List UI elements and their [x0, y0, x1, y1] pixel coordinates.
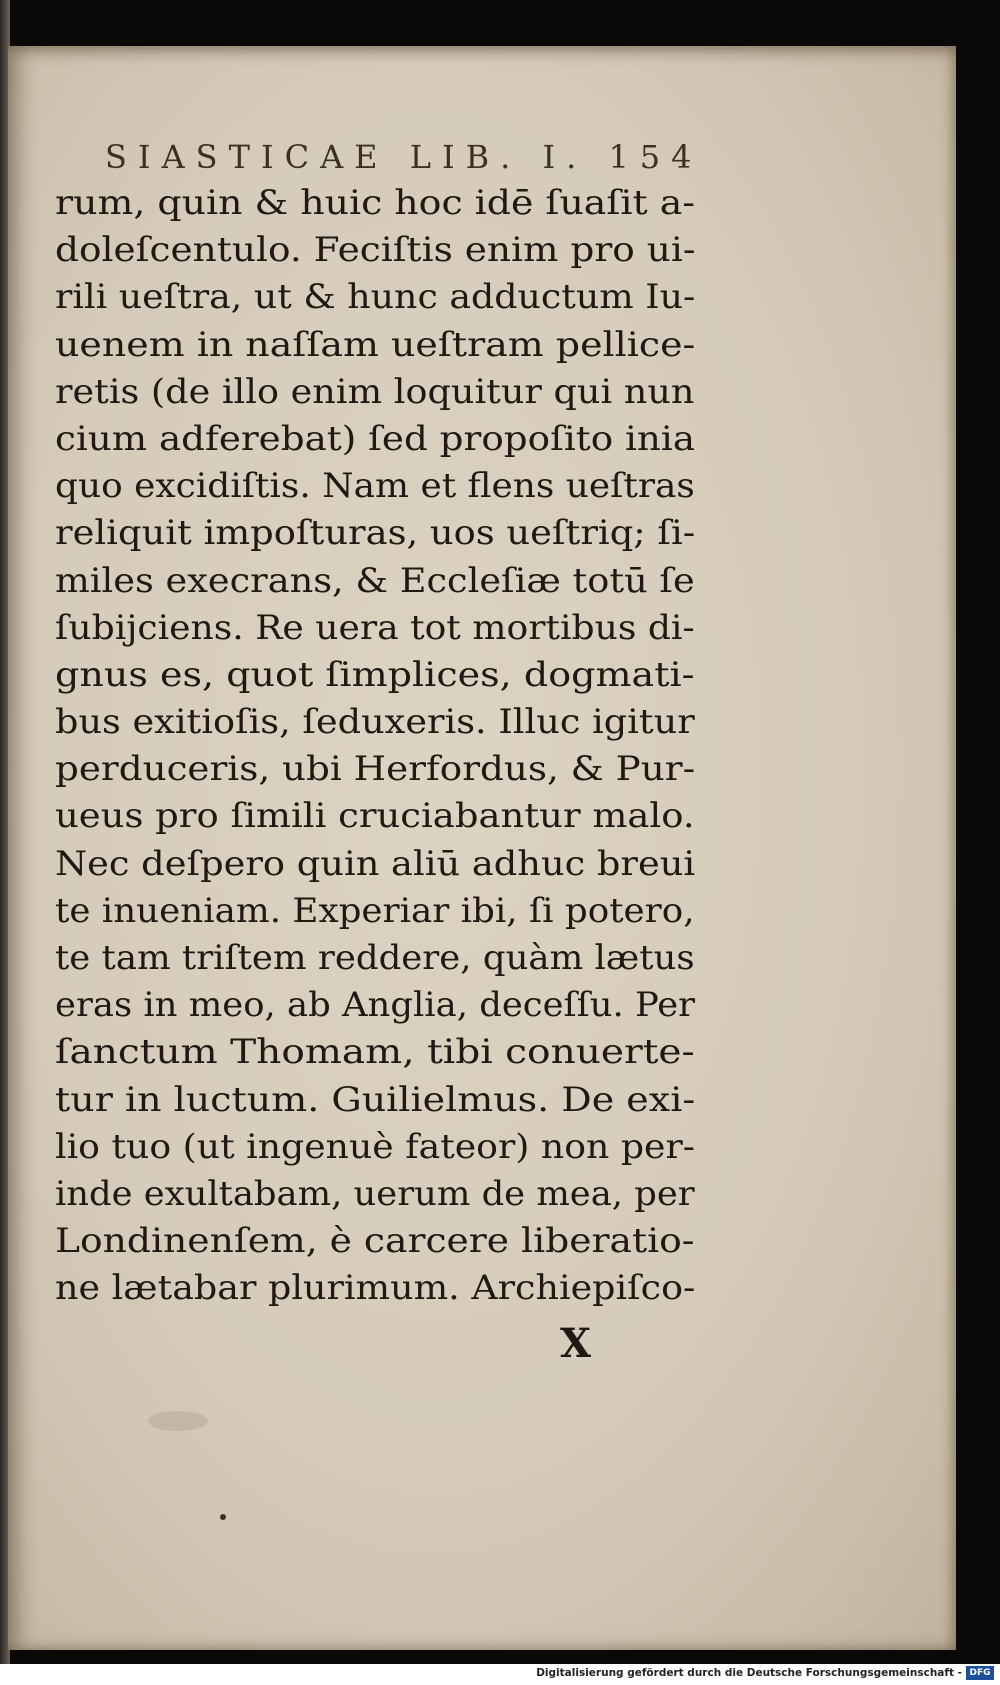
text-line: quo excidiſtis. Nam et flens ueſtras	[55, 466, 695, 507]
body-text	[55, 180, 700, 1313]
text-line: Nec deſpero quin aliū adhuc breui	[55, 843, 696, 884]
text-line: eras in meo, ab Anglia, deceſſu. Per	[55, 985, 696, 1026]
funding-note: Digitalisierung gefördert durch die Deutsche Forschungsgemeinschaft -	[536, 1667, 962, 1679]
text-line: ueus pro ſimili cruciabantur malo.	[55, 796, 695, 837]
dfg-logo-icon: DFG	[966, 1666, 994, 1680]
text-line: inde exultabam, uerum de mea, per	[55, 1173, 695, 1214]
text-line: tur in luctum. Guilielmus. De exi-	[55, 1079, 696, 1120]
text-line: reliquit impoſturas, uos ueſtriq; ſi-	[55, 513, 696, 554]
text-line: bus exitioſis, ſeduxeris. Illuc igitur	[55, 702, 695, 743]
text-line: perduceris, ubi Herfordus, & Pur-	[55, 749, 696, 790]
text-line: Londinenſem, è carcere liberatio-	[55, 1221, 695, 1262]
text-line: uenem in naſſam ueſtram pellice-	[55, 324, 696, 365]
paper-speck	[220, 1514, 226, 1520]
text-line: te tam triſtem reddere, quàm lætus	[55, 938, 695, 978]
text-line: lio tuo (ut ingenuè fateor) non per-	[55, 1126, 696, 1167]
signature-mark: X	[560, 1320, 592, 1367]
text-line: doleſcentulo. Feciſtis enim pro ui-	[55, 230, 696, 271]
text-line: ſanctum Thomam, tibi conuerte-	[55, 1032, 695, 1073]
paper-stain	[148, 1411, 208, 1431]
text-line: rili ueſtra, ut & hunc adductum Iu-	[55, 277, 696, 318]
text-line: cium adferebat) ſed propoſito inia	[55, 418, 696, 459]
text-line: gnus es, quot ſimplices, dogmati-	[55, 654, 695, 695]
text-line: rum, quin & huic hoc idē ſuaſit a-	[55, 183, 696, 223]
text-line: miles execrans, & Eccleſiæ totū ſe	[55, 560, 695, 601]
text-line: retis (de illo enim loquitur qui nun	[55, 371, 695, 412]
text-line: ne lætabar plurimum. Archiepiſco-	[55, 1268, 696, 1309]
text-line: te inueniam. Experiar ibi, ſi potero,	[55, 890, 695, 931]
text-line: ſubijciens. Re uera tot mortibus di-	[55, 607, 695, 648]
running-head: SIASTICAE LIB. I. 154	[105, 138, 703, 176]
